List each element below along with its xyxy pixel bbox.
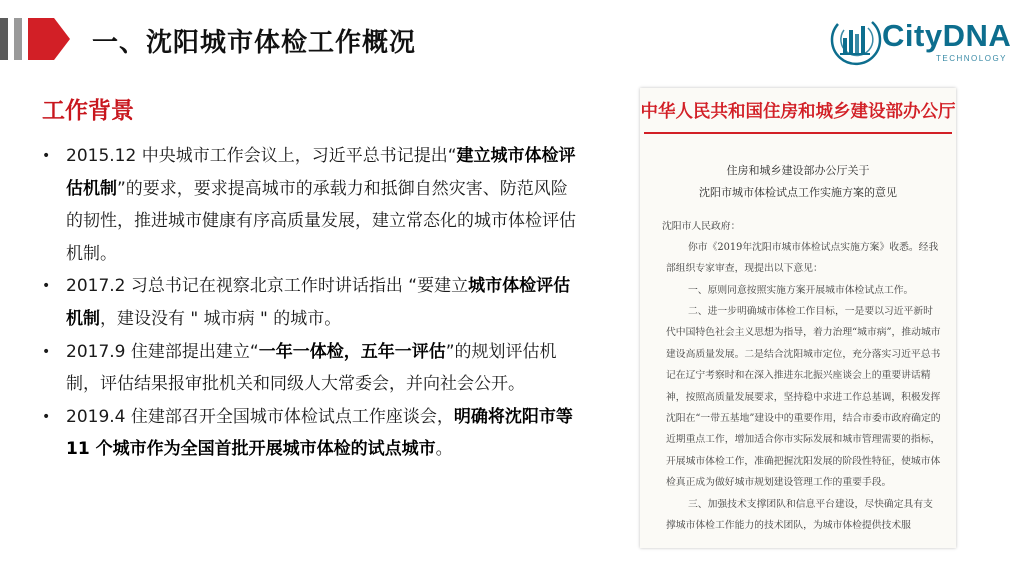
bar-dark	[0, 18, 8, 60]
list-item	[38, 140, 583, 270]
official-document-image	[640, 88, 956, 548]
emphasis-text: 一年一体检，五年一评估	[258, 341, 446, 362]
emphasis-text: 建立城市体检评估机制	[66, 146, 576, 199]
item-date: 2017.9	[66, 341, 126, 362]
item-text: 习总书记在视察北京工作时讲话指出 “要建立	[125, 276, 469, 297]
header-decoration-bars	[0, 18, 70, 60]
document-paragraph: 二、进一步明确城市体检工作目标，一是要以习近平新时代中国特色社会主义思想为指导，着力治理“城市病”，推动城市建设高质量发展。二是结合沈阳城市定位，充分落实习近平总书记在辽宁考察时和在深入推进东北振兴座谈会上的重要讲话精神，按照高质量发展要求，坚持稳中求进工作总基调，积极发挥沈阳在“一带五基地”建设中的重要作用，结合市委市政府确定的近期重点工作，增加适合你市实际发展和城市管理需要的指标，开展城市体检工作，准确把握沈阳发展的阶段性特征，使城市体检真正成为做好城市规划建设管理工作的重要手段。	[666, 306, 941, 489]
list-item	[38, 401, 583, 466]
document-paragraph: 你市《2019年沈阳市城市体检试点实施方案》收悉。经我部组织专家审查，现提出以下意见：	[666, 242, 939, 275]
page-title: 一、沈阳城市体检工作概况	[92, 28, 417, 58]
letterhead-rule	[644, 132, 952, 134]
item-text: 中央城市工作会议上，习近平总书记提出“	[136, 146, 457, 166]
item-text: 。	[435, 439, 453, 460]
logo-wordmark: CityDNA	[882, 18, 1012, 53]
document-title-line2: 沈阳市城市体检试点工作实施方案的意见	[699, 186, 897, 199]
item-text: 住建部召开全国城市体检试点工作座谈会，	[125, 406, 454, 427]
citydna-logo	[826, 8, 1016, 68]
list-item	[38, 270, 583, 335]
bullet-icon: •	[42, 343, 51, 360]
item-date: 2017.2	[66, 276, 126, 297]
item-text: ”的规划评估机制，评估结果报审批机关和同级人大常委会，并向社会公开。	[66, 341, 557, 395]
item-date: 2019.4	[66, 406, 126, 427]
document-salutation: 沈阳市人民政府：	[662, 221, 741, 232]
emphasis-text: 城市体检评估机制	[66, 276, 571, 329]
item-text: 住建部提出建立“	[125, 341, 259, 362]
bar-light	[14, 18, 22, 60]
document-paragraph: 三、加强技术支撑团队和信息平台建设，尽快确定具有支撑城市体检工作能力的技术团队，为城市体检提供技术服	[666, 499, 933, 532]
list-item	[38, 336, 583, 401]
item-text: ，建设没有 " 城市病 " 的城市。	[100, 308, 342, 329]
document-title-line1: 住房和城乡建设部办公厅关于	[726, 164, 870, 177]
item-text: ”的要求，要求提高城市的承载力和抵御自然灾害、防范风险的韧性，推进城市健康有序高质量发展，建立常态化的城市体检评估机制。	[66, 178, 576, 264]
background-list	[38, 140, 583, 466]
bullet-icon: •	[42, 408, 51, 425]
logo-subtitle: TECHNOLOGY	[936, 54, 1008, 63]
bullet-icon: •	[42, 278, 51, 295]
document-paragraph: 一、原则同意按照实施方案开展城市体检试点工作。	[688, 285, 914, 296]
item-date: 2015.12	[66, 146, 137, 166]
city-globe-icon	[828, 12, 882, 66]
document-letterhead: 中华人民共和国住房和城乡建设部办公厅	[640, 102, 956, 122]
bar-red-arrow	[28, 18, 70, 60]
section-title: 工作背景	[42, 98, 134, 124]
bullet-icon: •	[42, 148, 51, 164]
emphasis-text: 明确将沈阳市等 11 个城市作为全国首批开展城市体检的试点城市	[66, 406, 573, 460]
